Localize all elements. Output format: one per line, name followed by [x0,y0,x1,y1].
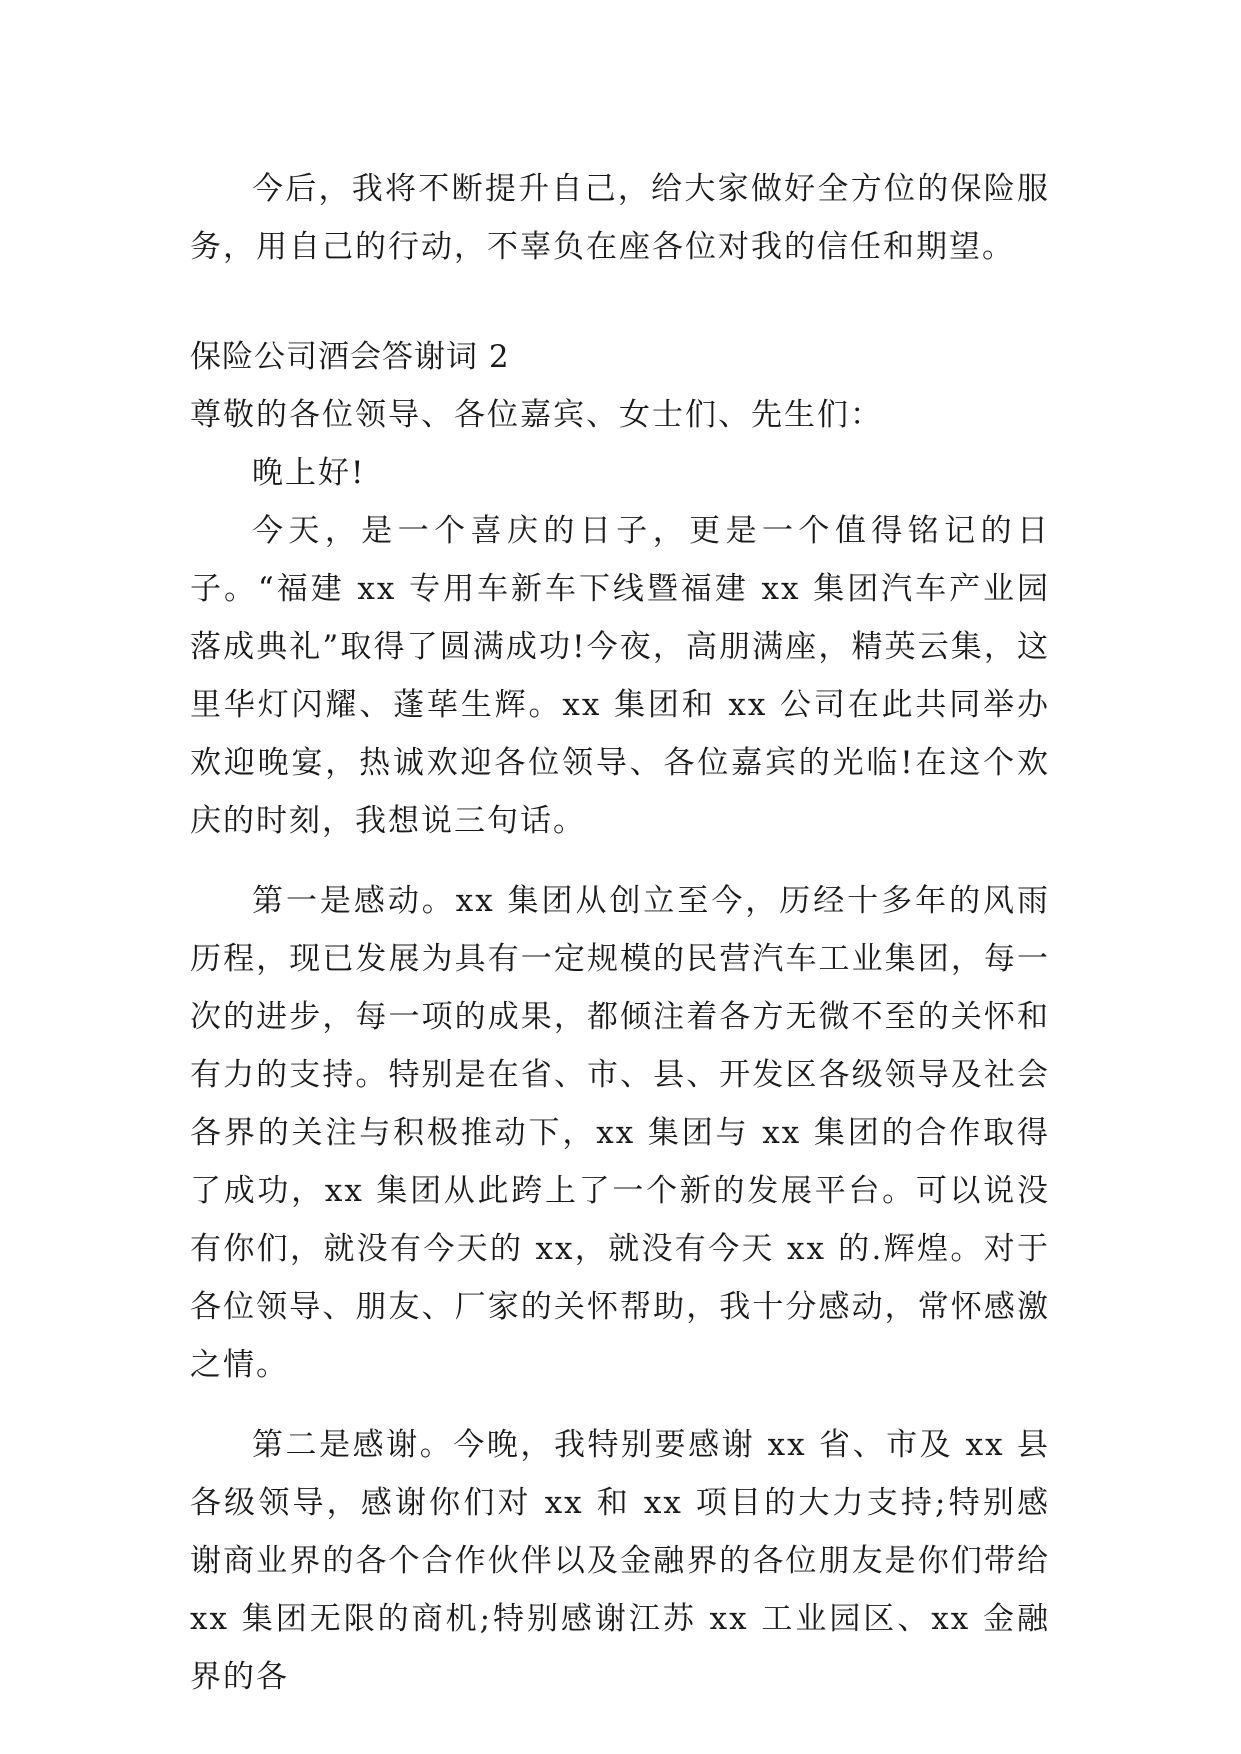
body-paragraph-3: 第二是感谢。今晚，我特别要感谢 xx 省、市及 xx 县各级领导，感谢你们对 xx 和 xx 项目的大力支持;特别感谢商业界的各个合作伙伴以及金融界的各位朋友是你们带给 xx 集团无限的商机;特别感谢江苏 xx 工业园区、xx 金融界的各 [190,1427,1050,1695]
document-body [190,160,1050,1706]
greeting: 晚上好! [252,455,366,491]
section-title: 保险公司酒会答谢词 2 [190,339,510,375]
salutation: 尊敬的各位领导、各位嘉宾、女士们、先生们： [190,397,883,433]
body-paragraph-2: 第一是感动。xx 集团从创立至今，历经十多年的风雨历程，现已发展为具有一定规模的民营汽车工业集团，每一次的进步，每一项的成果，都倾注着各方无微不至的关怀和有力的支持。特别是在省、市、县、开发区各级领导及社会各界的关注与积极推动下，xx 集团与 xx 集团的合作取得了成功，xx 集团从此跨上了一个新的发展平台。可以说没有你们，就没有今天的 xx，就没有今天 xx 的.辉煌。对于各位领导、朋友、厂家的关怀帮助，我十分感动，常怀感激之情。 [190,883,1050,1383]
body-paragraph-1: 今天，是一个喜庆的日子，更是一个值得铭记的日子。“福建 xx 专用车新车下线暨福建 xx 集团汽车产业园落成典礼”取得了圆满成功!今夜，高朋满座，精英云集，这里华灯闪耀、蓬荜生辉。xx 集团和 xx 公司在此共同举办欢迎晚宴，热诚欢迎各位领导、各位嘉宾的光临!在这个欢庆的时刻，我想说三句话。 [190,513,1050,839]
intro-paragraph: 今后，我将不断提升自己，给大家做好全方位的保险服务，用自己的行动，不辜负在座各位对我的信任和期望。 [190,171,1050,265]
